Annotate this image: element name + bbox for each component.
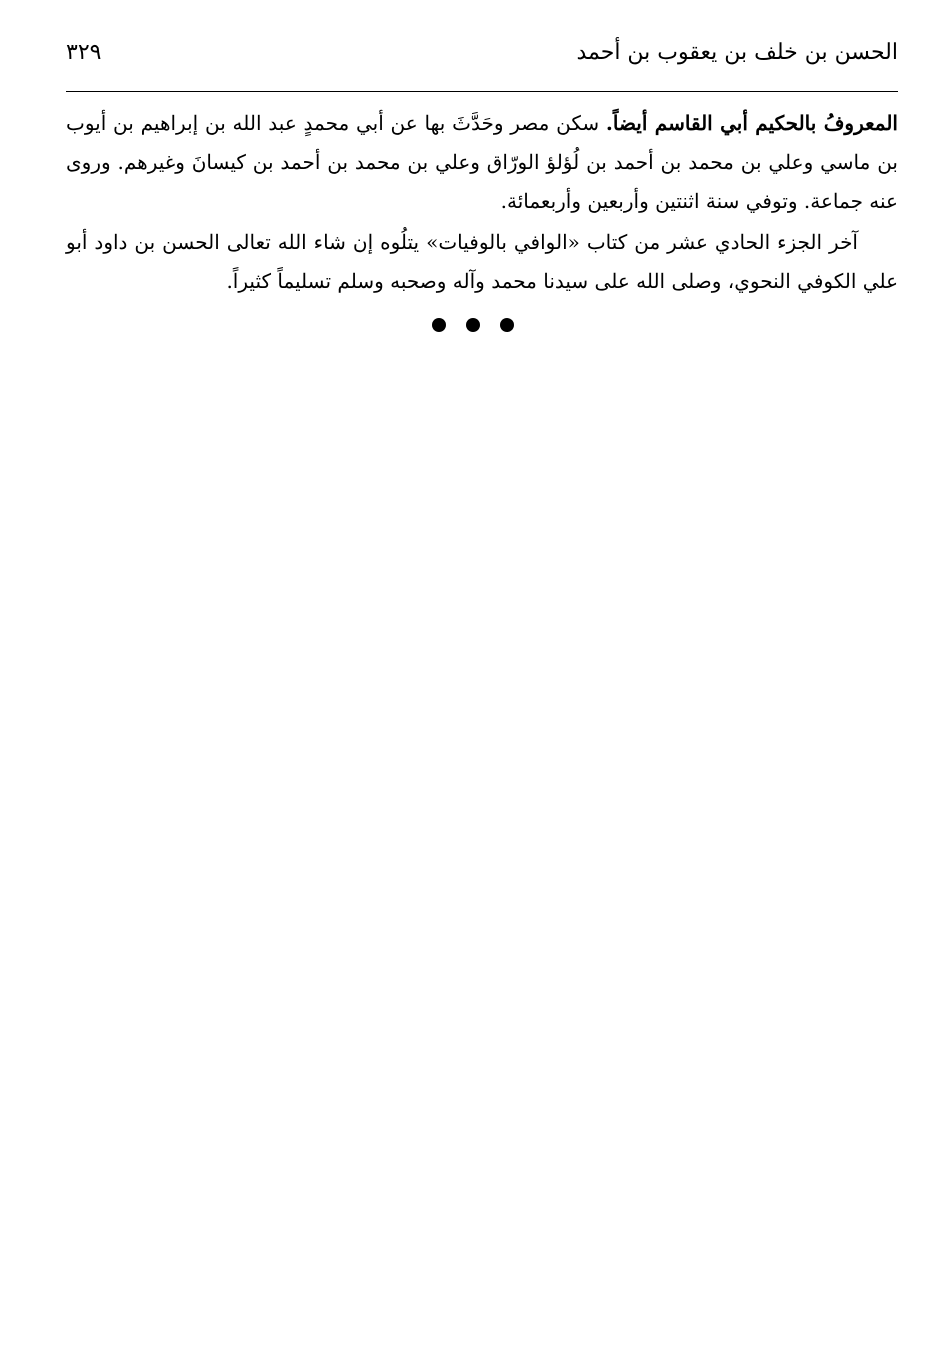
dot [500,318,514,332]
entry-lead: المعروفُ بالحكيم أبي القاسم أيضاً. [605,111,898,135]
header-rule [66,91,898,92]
entry-body: سكن مصر وحَدَّثَ بها عن أبي محمدٍ عبد الله بن إبراهيم بن أيوب بن ماسي وعلي بن محمد بن أحمد بن لُؤلؤ الورّاق وعلي بن محمد بن أحمد بن كيسانَ وغيرهم. وروى عنه جماعة. وتوفي سنة اثنتين وأربعين وأربعمائة. [66,111,898,213]
entry-paragraph [66,104,898,221]
page-number: ٣٢٩ [66,40,102,65]
closing-paragraph: آخر الجزء الحادي عشر من كتاب «الوافي بالوفيات» يتلُوه إن شاء الله تعالى الحسن بن داود أبو علي الكوفي النحوي، وصلى الله على سيدنا محمد وآله وصحبه وسلم تسليماً كثيراً. [66,230,898,293]
dot [466,318,480,332]
dot [432,318,446,332]
main-text [66,104,898,301]
three-dots-ornament-icon [0,318,945,332]
running-header [66,40,898,80]
running-title: الحسن بن خلف بن يعقوب بن أحمد [576,40,898,65]
